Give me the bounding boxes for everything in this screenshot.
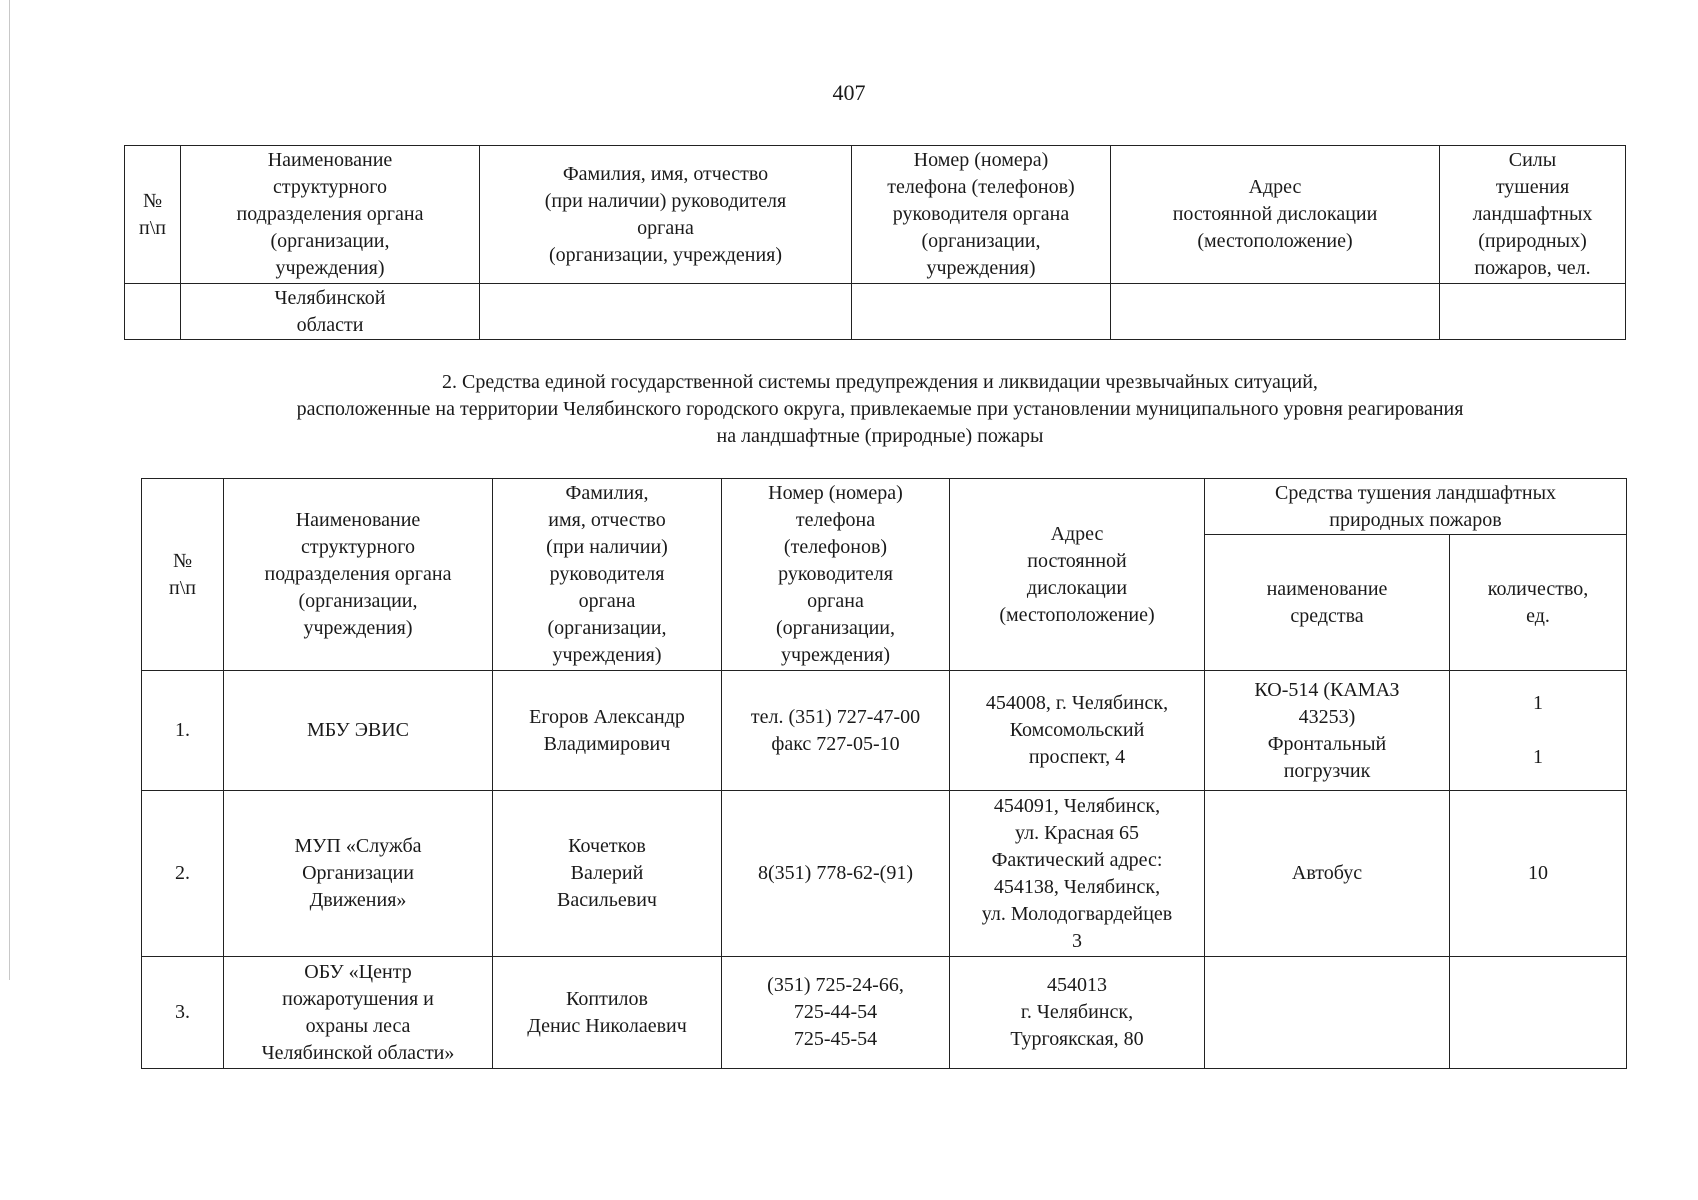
cell-head-name: Коптилов Денис Николаевич [493,957,722,1069]
cell-means-qty: 1 1 [1450,671,1627,791]
table-header-row [142,479,1627,535]
header-num: № п\п [125,146,181,284]
header-num: № п\п [142,479,224,671]
cell-unit-name: Челябинской области [181,284,480,340]
header-means-name: наименование средства [1205,535,1450,671]
scan-margin-line [9,0,10,980]
cell-means-name [1205,957,1450,1069]
header-means-group: Средства тушения ландшафтных природных пожаров [1205,479,1627,535]
cell-address: 454013 г. Челябинск, Тургоякская, 80 [950,957,1205,1069]
header-phone: Номер (номера) телефона (телефонов) руководителя органа (организации, учреждения) [722,479,950,671]
previous-table-continuation [124,145,1626,340]
header-address: Адрес постоянной дислокации (местоположение) [950,479,1205,671]
table-row [142,671,1627,791]
table-row [142,957,1627,1069]
table-header-row [125,146,1626,284]
header-phone: Номер (номера) телефона (телефонов) руководителя органа (организации, учреждения) [852,146,1111,284]
cell-forces [1440,284,1626,340]
cell-phone: (351) 725-24-66, 725-44-54 725-45-54 [722,957,950,1069]
header-unit-name: Наименование структурного подразделения органа (организации, учреждения) [224,479,493,671]
cell-num: 1. [142,671,224,791]
cell-address: 454091, Челябинск, ул. Красная 65 Фактический адрес: 454138, Челябинск, ул. Молодогвардейцев 3 [950,791,1205,957]
emergency-means-table [141,478,1627,1069]
table-row [125,284,1626,340]
cell-num: 3. [142,957,224,1069]
header-head-name: Фамилия, имя, отчество (при наличии) руководителя органа (организации, учреждения) [480,146,852,284]
cell-unit-name: МУП «Служба Организации Движения» [224,791,493,957]
page-number: 407 [832,80,866,105]
cell-unit-name: ОБУ «Центр пожаротушения и охраны леса Челябинской области» [224,957,493,1069]
header-forces: Силы тушения ландшафтных (природных) пожаров, чел. [1440,146,1626,284]
cell-phone: тел. (351) 727-47-00 факс 727-05-10 [722,671,950,791]
cell-num: 2. [142,791,224,957]
cell-head-name: Кочетков Валерий Васильевич [493,791,722,957]
cell-means-qty: 10 [1450,791,1627,957]
cell-address: 454008, г. Челябинск, Комсомольский проспект, 4 [950,671,1205,791]
cell-address [1111,284,1440,340]
cell-phone: 8(351) 778-62-(91) [722,791,950,957]
header-means-qty: количество, ед. [1450,535,1627,671]
header-head-name: Фамилия, имя, отчество (при наличии) руководителя органа (организации, учреждения) [493,479,722,671]
header-address: Адрес постоянной дислокации (местоположение) [1111,146,1440,284]
cell-means-qty [1450,957,1627,1069]
cell-head-name: Егоров Александр Владимирович [493,671,722,791]
section-2-heading: 2. Средства единой государственной системы предупреждения и ликвидации чрезвычайных ситуаций, расположенные на территории Челябинского городского округа, привлекаемые при установлении муниципального уровня реагирования на ландшафтные (природные) пожары [296,371,1464,447]
table-row [142,791,1627,957]
cell-phone [852,284,1111,340]
cell-num [125,284,181,340]
cell-means-name: КО-514 (КАМАЗ 43253) Фронтальный погрузчик [1205,671,1450,791]
cell-unit-name: МБУ ЭВИС [224,671,493,791]
cell-head-name [480,284,852,340]
cell-means-name: Автобус [1205,791,1450,957]
header-unit-name: Наименование структурного подразделения органа (организации, учреждения) [181,146,480,284]
